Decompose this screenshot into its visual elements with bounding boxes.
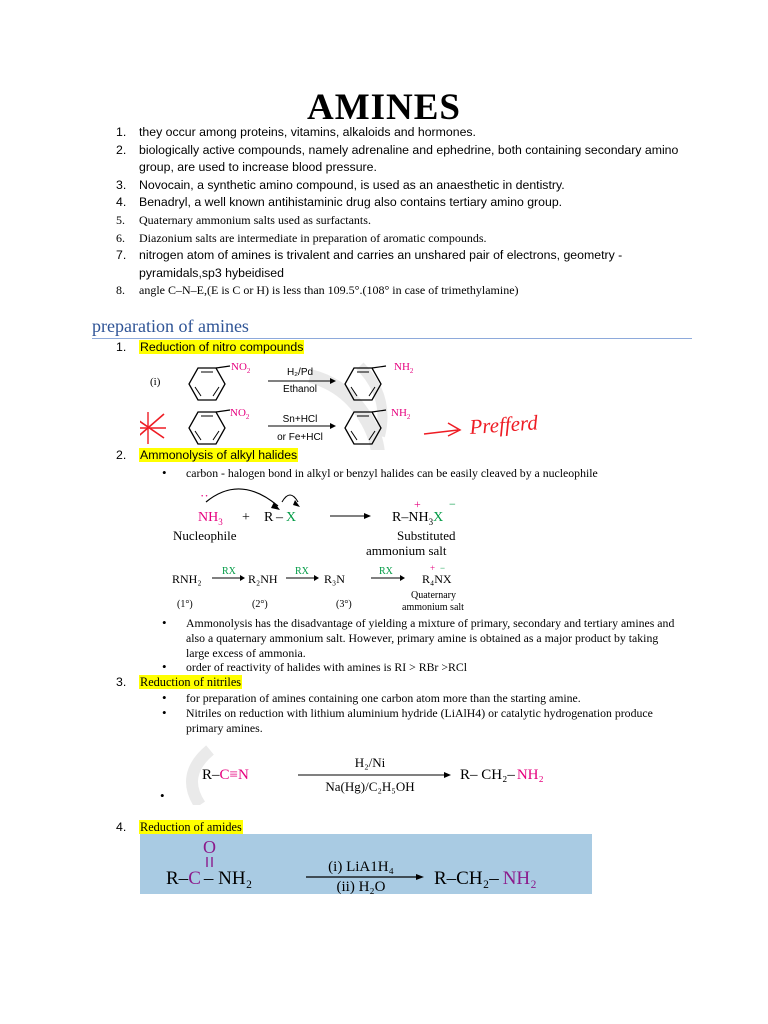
method-heading-2: 2. Ammonolysis of alkyl halides <box>116 448 298 462</box>
svg-text:R–C– NH₂: R–C – NH₂ <box>166 868 253 889</box>
intro-item: 7. nitrogen atom of amines is trivalent and carries an unshared pair of electrons, geometry - pyramidals,sp3 hybeidised <box>116 248 623 280</box>
intro-item: 1. they occur among proteins, vitamins, alkaloids and hormones. <box>116 125 476 139</box>
svg-text:–: – <box>276 510 283 525</box>
nh3: $NH_3$ <box>198 510 223 527</box>
svg-text:O: O <box>203 837 216 857</box>
nitro-reduction-diagram <box>140 356 580 450</box>
nitrile-bullets <box>160 691 680 735</box>
svg-text:··: ·· <box>200 488 209 503</box>
intro-item: 5. Quaternary ammonium salts used as surfactants. <box>116 212 371 227</box>
section-heading: preparation of amines <box>92 316 249 336</box>
bullet-item: • for preparation of amines containing one carbon atom more than the starting amine. <box>160 691 680 706</box>
nitrile-reduction-diagram <box>160 745 590 805</box>
svg-text:(i) LiA1H₄: (i) LiA1H₄ <box>328 859 394 875</box>
amide-reduction-diagram <box>140 834 592 894</box>
svg-text:(1°): (1°) <box>177 599 193 610</box>
svg-text:R₃N: R₃N <box>324 572 345 586</box>
intro-item: 6. Diazonium salts are intermediate in preparation of aromatic compounds. <box>116 230 487 245</box>
svg-text:RX: RX <box>295 566 309 577</box>
intro-list <box>112 124 692 300</box>
svg-text:−: − <box>440 563 446 573</box>
svg-text:or Fe+HCl: or Fe+HCl <box>277 432 323 443</box>
svg-text:R₂NH: R₂NH <box>248 572 278 586</box>
intro-item: 4. Benadryl, a well known antihistaminic drug also contains tertiary amino group. <box>116 195 563 210</box>
page-title: AMINES <box>306 87 462 128</box>
method-label: Reduction of nitriles <box>140 675 242 689</box>
svg-text:R–CH₂–NH₂: R–CH₂– NH₂ <box>434 868 537 889</box>
svg-text:−: − <box>449 497 456 511</box>
method-label: Ammonolysis of alkyl halides <box>140 448 298 462</box>
nitro-group: $NO_2$ <box>231 361 251 375</box>
svg-text:R–C≡N: R–C≡N <box>202 767 249 783</box>
svg-text:(2°): (2°) <box>252 599 268 610</box>
svg-text:Na(Hg)/C₂H₅OH: Na(Hg)/C₂H₅OH <box>325 779 415 794</box>
svg-text:R– CH₂–NH₂: R– CH₂– NH₂ <box>460 767 544 783</box>
method-label: Reduction of amides <box>140 820 242 834</box>
nucleophile-label: Nucleophile <box>173 528 237 543</box>
intro-item: 8. angle C–N–E,(E is C or H) is less than 109.5°.(108° in case of trimethylamine) <box>116 283 519 298</box>
svg-text:Ethanol: Ethanol <box>283 384 317 395</box>
svg-text:(3°): (3°) <box>336 599 352 610</box>
svg-text:Substituted: Substituted <box>397 528 456 543</box>
svg-text:RNH₂: RNH₂ <box>172 572 202 586</box>
curved-arrow <box>206 489 278 506</box>
nitro-group: $NO_2$ <box>230 407 250 421</box>
svg-text:RX: RX <box>222 566 236 577</box>
svg-text:R₄NX: R₄NX <box>422 572 452 586</box>
bullet-item: • order of reactivity of halides with amines is RI > RBr >RCl <box>160 660 680 675</box>
intro-item: 2. biologically active compounds, namely adrenaline and ephedrine, both containing secondary amino group, are used to increase blood pressure. <box>116 142 679 175</box>
svg-text:+: + <box>242 510 250 525</box>
svg-text:RX: RX <box>379 566 393 577</box>
bullet-item: • Nitriles on reduction with lithium aluminium hydride (LiAlH4) or catalytic hydrogenation produce primary amines. <box>160 706 680 736</box>
handwritten-arrow <box>424 423 460 436</box>
bullet-item: • Ammonolysis has the disadvantage of yielding a mixture of primary, secondary and tertiary amines and also a quaternary ammonium salt. However, primary amine is obtained as a major product by taking large excess of ammonia. <box>160 616 680 660</box>
svg-text:ammonium salt: ammonium salt <box>402 602 464 613</box>
substituted-ammonium: $R-NH_3X$ <box>392 510 444 527</box>
svg-text:Quaternary: Quaternary <box>411 590 456 601</box>
roman-numeral: (i) <box>150 376 161 388</box>
svg-text:ammonium salt: ammonium salt <box>366 543 447 558</box>
ammonolysis-diagram <box>160 480 482 616</box>
heading-underline <box>92 338 692 339</box>
svg-text:+: + <box>414 497 421 511</box>
method-label: Reduction of nitro compounds <box>140 340 304 354</box>
svg-text:H₂/Pd: H₂/Pd <box>286 367 314 378</box>
svg-text:(ii) H₂O: (ii) H₂O <box>336 879 386 894</box>
svg-text:+: + <box>430 563 436 573</box>
svg-text:Sn+HCl: Sn+HCl <box>282 414 318 425</box>
bullet-item: • carbon - halogen bond in alkyl or benzyl halides can be easily cleaved by a nucleophile <box>160 466 680 481</box>
empty-bullet: • <box>160 788 165 803</box>
ammonolysis-bullets <box>160 466 680 481</box>
method-heading-4: 4. Reduction of amides <box>116 820 242 834</box>
svg-text:H₂/Ni: H₂/Ni <box>354 755 386 770</box>
amino-group: $NH_2$ <box>394 361 414 375</box>
svg-text:R: R <box>264 510 274 525</box>
amino-group: $NH_2$ <box>391 407 411 421</box>
intro-item: 3. Novocain, a synthetic amino compound, is used as an anaesthetic in dentistry. <box>116 177 565 192</box>
ammonolysis-bullets-2 <box>160 616 680 675</box>
benzene-ring <box>189 410 230 444</box>
benzene-ring <box>189 366 230 400</box>
handwritten-note: Prefferd <box>468 410 539 439</box>
crossed-out-mark <box>140 412 166 444</box>
svg-text:X: X <box>286 510 297 525</box>
method-heading-1: 1. Reduction of nitro compounds <box>116 340 304 354</box>
method-heading-3: 3. Reduction of nitriles <box>116 675 242 689</box>
